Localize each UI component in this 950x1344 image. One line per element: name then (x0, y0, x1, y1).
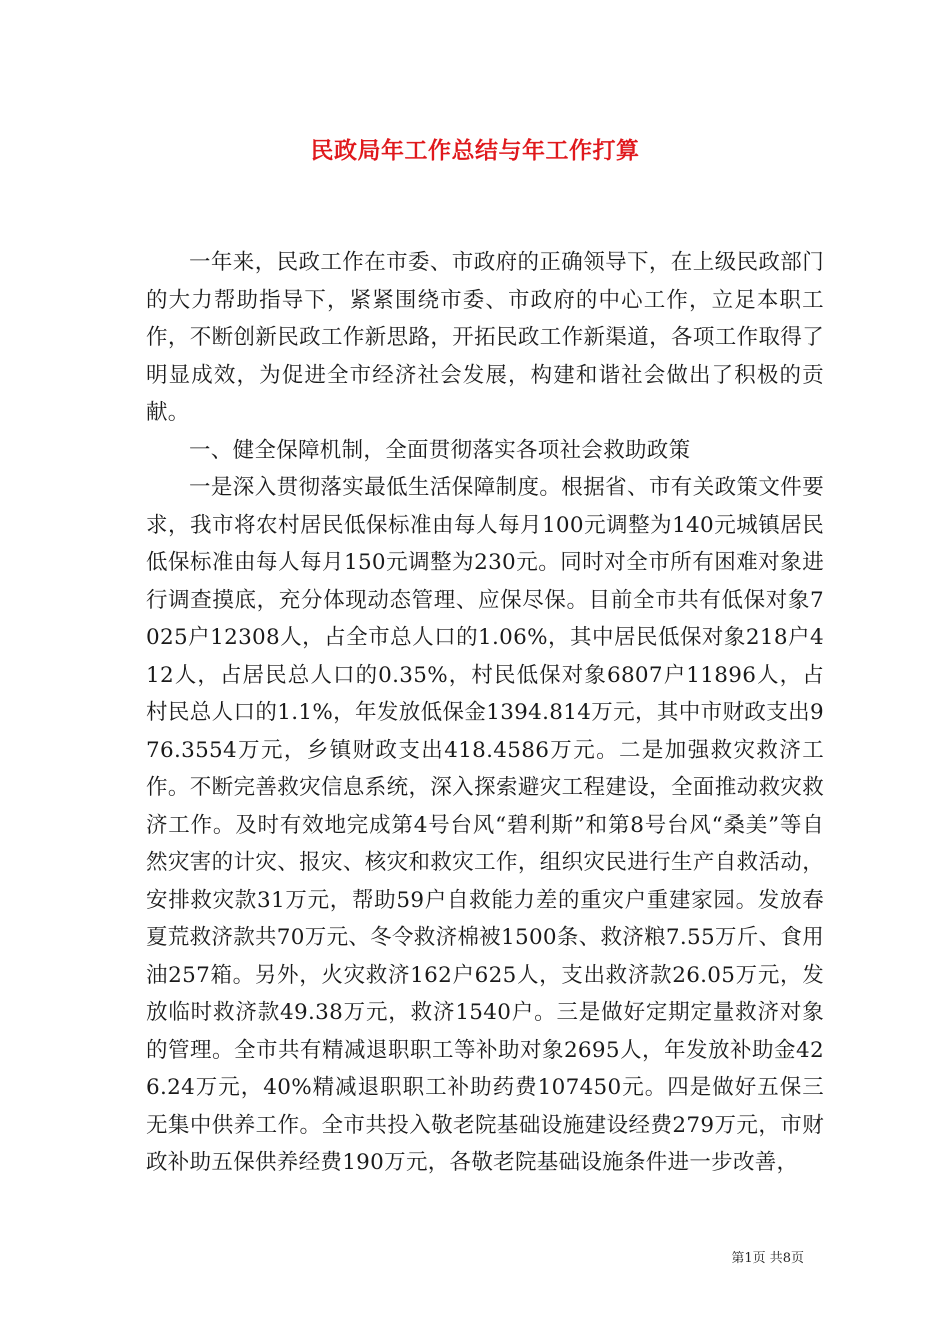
section-heading-1: 一、健全保障机制，全面贯彻落实各项社会救助政策 (189, 437, 691, 463)
page-number: 第1页 共8页 (731, 1251, 804, 1266)
document-title: 民政局年工作总结与年工作打算 (310, 137, 640, 164)
paragraph-relief: 一是深入贯彻落实最低生活保障制度。根据省、市有关政策文件要求，我市将农村居民低保标准由每人每月100元调整为140元城镇居民低保标准由每人每月150元调整为230元。同时对全市所有困难对象进行调查摸底，充分体现动态管理、应保尽保。目前全市共有低保对象7025户12308人，占全市总人口的1.06%，其中居民低保对象218户412人，占居民总人口的0.35%，村民低保对象6807户11896人，占村民总人口的1.1%，年发放低保金1394.814万元，其中市财政支出976.3554万元，乡镇财政支出418.4586万元。二是加强救灾救济工作。不断完善救灾信息系统，深入探索避灾工程建设，全面推动救灾救济工作。及时有效地完成第4号台风“碧利斯”和第8号台风“桑美”等自然灾害的计灾、报灾、核灾和救灾工作，组织灾民进行生产自救活动，安排救灾款31万元，帮助59户自救能力差的重灾户重建家园。发放春夏荒救济款共70万元、冬令救济棉被1500条、救济粮7.55万斤、食用油257箱。另外，火灾救济162户625人，支出救济款26.05万元，发放临时救济款49.38万元，救济1540户。三是做好定期定量救济对象的管理。全市共有精减退职职工等补助对象2695人，年发放补助金426.24万元，40%精减退职职工补助药费107450元。四是做好五保三无集中供养工作。全市共投入敬老院基础设施建设经费279万元，市财政补助五保供养经费190万元，各敬老院基础设施条件进一步改善， (146, 475, 824, 1175)
paragraph-intro: 一年来，民政工作在市委、市政府的正确领导下，在上级民政部门的大力帮助指导下，紧紧围绕市委、市政府的中心工作，立足本职工作，不断创新民政工作新思路，开拓民政工作新渠道，各项工作取得了明显成效，为促进全市经济社会发展，构建和谐社会做出了积极的贡献。 (146, 250, 824, 425)
document-body (146, 244, 824, 1182)
